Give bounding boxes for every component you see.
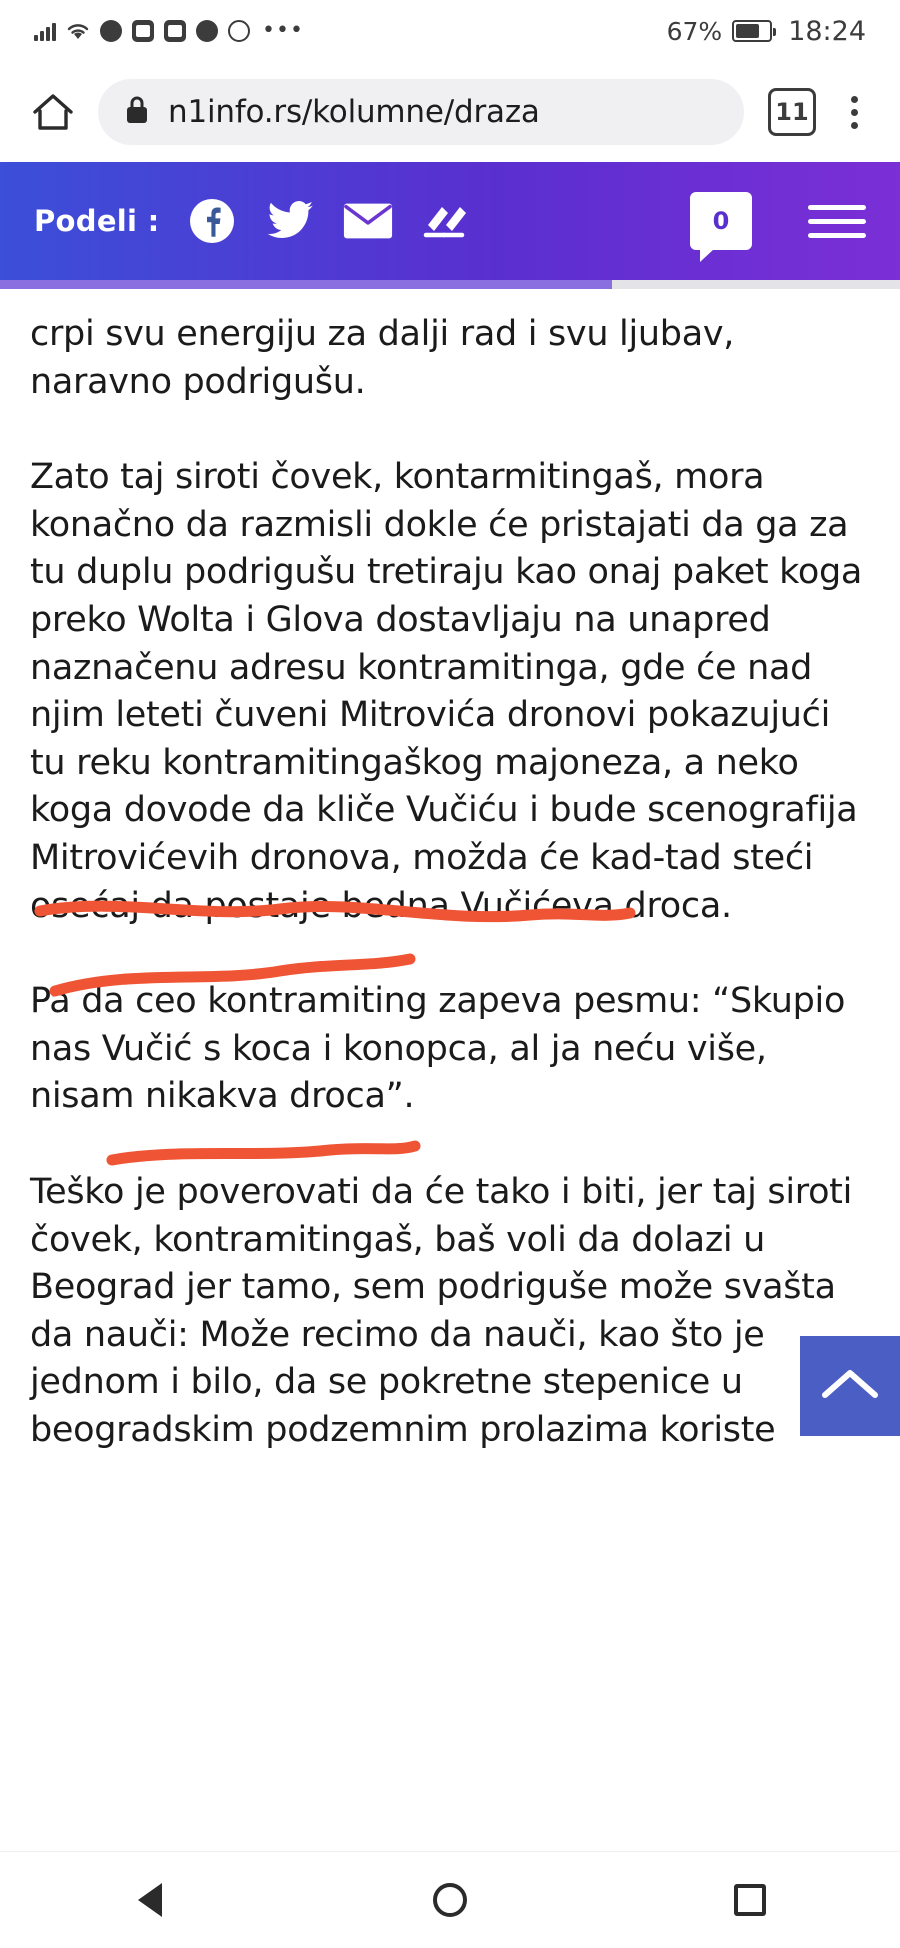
- screenshot-icon: [132, 20, 154, 42]
- scroll-to-top-button[interactable]: [800, 1336, 900, 1436]
- browser-toolbar: [0, 62, 900, 162]
- chevron-up-icon: [819, 1364, 881, 1408]
- sd-card-icon: [164, 20, 186, 42]
- share-label: Podeli :: [34, 204, 160, 238]
- hamburger-menu-icon[interactable]: [808, 205, 866, 238]
- status-bar-left-icons: [34, 20, 667, 42]
- whatsapp-icon: [228, 20, 250, 42]
- article-paragraph: crpi svu energiju za dalji rad i svu ljubav, naravno podrigušu.: [30, 314, 735, 402]
- app-badge-icon: [100, 20, 122, 42]
- recents-square-icon[interactable]: [695, 1852, 805, 1948]
- status-bar: [0, 0, 900, 62]
- battery-percent-label: 67%: [666, 16, 723, 46]
- back-triangle-icon[interactable]: [95, 1852, 205, 1948]
- twitter-icon[interactable]: [264, 195, 316, 247]
- share-slash-icon[interactable]: [420, 195, 472, 247]
- signal-bars-icon: [34, 21, 56, 41]
- status-clock: 18:24: [788, 15, 866, 47]
- article-paragraph: Pa da ceo kontramiting zapeva pesmu: “Skupio nas Vučić s koca i konopca, al ja neću više, nisam nikakva droca”.: [30, 981, 846, 1117]
- more-dots-icon: •••: [262, 18, 304, 43]
- tab-count-button[interactable]: 11: [768, 88, 816, 136]
- reading-progress-bar: [0, 280, 900, 289]
- envelope-icon[interactable]: [342, 195, 394, 247]
- article-scroll-region[interactable]: [0, 289, 900, 1852]
- lock-icon: [124, 94, 150, 130]
- article-paragraph: Teško je poverovati da će tako i biti, jer taj siroti čovek, kontramitingaš, baš voli da dolazi u Beograd jer tamo, sem podriguše može svašta da nauči: Može recimo da nauči, kao što je jednom i bilo, da se pokretne stepenice u beogradskim podzemnim prolazima koriste: [30, 1171, 853, 1450]
- article-body: [0, 289, 900, 1454]
- wifi-icon: [66, 21, 90, 41]
- facebook-icon[interactable]: [186, 195, 238, 247]
- comment-count-badge[interactable]: 0: [690, 192, 752, 250]
- home-icon[interactable]: [26, 85, 80, 139]
- url-bar[interactable]: [98, 79, 744, 145]
- reading-progress-fill: [0, 280, 612, 289]
- kebab-menu-icon[interactable]: [834, 87, 874, 137]
- app-badge-2-icon: [196, 20, 218, 42]
- android-nav-bar: [0, 1851, 900, 1948]
- battery-icon: [732, 20, 772, 42]
- status-bar-right: [667, 16, 866, 47]
- url-text: n1info.rs/kolumne/draza: [168, 94, 540, 130]
- home-circle-icon[interactable]: [395, 1852, 505, 1948]
- article-paragraph: Zato taj siroti čovek, kontarmitingaš, mora konačno da razmisli dokle će pristajati da ga za tu duplu podrigušu tretiraju kao onaj paket koga preko Wolta i Glova dostavljaju na unapred naznačenu adresu kontramitinga, gde će nad njim leteti čuveni Mitrovića dronovi pokazujući tu reku kontramitingaškog majoneza, a neko koga dovode da kliče Vučiću i bude scenografija Mitrovićevih dronova, možda će kad-tad steći osećaj da postaje bedna Vučićeva droca.: [30, 457, 863, 926]
- share-bar: [0, 162, 900, 280]
